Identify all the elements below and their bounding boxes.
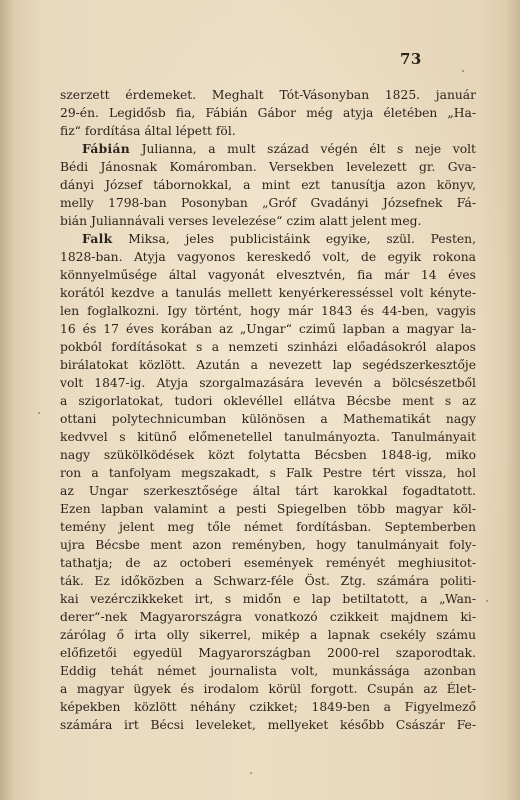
text-line: a szigorlatokat, tudori oklevéllel ellátva Bécsbe ment s az [60,394,476,408]
entry-falk-miksa [60,230,476,734]
text-line: a magyar ügyek és irodalom körül forgott. Csupán az Élet- [60,682,476,696]
text-line: 29-én. Legidősb fia, Fábián Gábor még atyja életében „Ha- [60,106,476,120]
text-line: kai vezérczikkeket irt, s midőn e lap betiltatott, a „Wan- [60,592,476,606]
text-line: 1828-ban. Atyja vagyonos kereskedő volt, de egyik rokona [60,250,476,264]
text-line: volt 1847-ig. Atyja szorgalmazására levevén a bölcsészetből [60,376,476,390]
text-line: képekben közlött néhány czikket; 1849-ben a Figyelmező [60,700,476,714]
text-line: Miksa, jeles publicistáink egyike, szül. Pesten, [128,232,476,246]
entry-first-line [60,230,476,248]
text-line: szerzett érdemeket. Meghalt Tót-Vásonyban 1825. január [60,88,476,102]
text-line: korától kezdve a tanulás mellett kenyérkeresséssel volt kényte- [60,286,476,300]
text-line: nagy szükölködések közt folytatta Bécsben 1848-ig, miko [60,448,476,462]
text-line: számára irt Bécsi leveleket, mellyeket később Császár Fe- [60,718,476,732]
text-line: Ezen lapban valamint a pesti Spiegelben több magyar köl- [60,502,476,516]
entry-first-line [60,140,476,158]
text-line: ron a tanfolyam megszakadt, s Falk Pestre tért vissza, hol [60,466,476,480]
text-line: könnyelműsége által vagyonát elvesztvén, fia már 14 éves [60,268,476,282]
text-line: dányi József tábornokkal, a mint ezt tanusítja azon könyv, [60,178,476,192]
text-line: zárólag ő irta olly sikerrel, mikép a lapnak csekély számu [60,628,476,642]
paragraph-intro-end [60,86,476,140]
text-line: előfizetői egyedül Magyarországban 2000-rel szaporodtak. [60,646,476,660]
page-edge-shadow [506,0,520,800]
paper-speck [250,772,252,774]
text-line: len foglalkozni. Igy történt, hogy már 1843 és 44-ben, vagyis [60,304,476,318]
entry-name: Falk [82,231,113,246]
page-number: 73 [400,50,422,68]
text-line: Eddig tehát német journalista volt, munkássága azonban [60,664,476,678]
text-line: Bédi Jánosnak Komáromban. Versekben levelezett gr. Gva- [60,160,476,174]
paper-speck [486,600,488,602]
text-line: ottani polytechnicumban különösen a Mathematikát nagy [60,412,476,426]
text-line: melly 1798-ban Posonyban „Gróf Gvadányi Józsefnek Fá- [60,196,476,210]
text-line: temény jelent meg tőle német fordításban. Septemberben [60,520,476,534]
entry-name: Fábián [82,141,131,156]
text-line: tathatja; de az octoberi események reményét meghiusitot- [60,556,476,570]
text-line: Julianna, a mult század végén élt s neje volt [141,142,476,156]
text-line: derer“-nek Magyarországra vonatkozó czikkeit majdnem ki- [60,610,476,624]
text-line: ták. Ez időközben a Schwarz-féle Öst. Ztg. számára politi- [60,574,476,588]
text-line: 16 és 17 éves korában az „Ungar“ czimű lapban a magyar la- [60,322,476,336]
text-line: ujra Bécsbe ment azon reményben, hogy tanulmányait foly- [60,538,476,552]
page-gutter-shadow [0,0,14,800]
paper-speck [462,70,464,72]
entry-fabian-julianna [60,140,476,230]
text-line: kedvvel s kitünő előmenetellel tanulmányozta. Tanulmányait [60,430,476,444]
text-line: az Ungar szerkesztősége által tárt karokkal fogadtatott. [60,484,476,498]
paper-speck [38,412,40,414]
text-line: birálatokat közlött. Azután a nevezett lap segédszerkesztője [60,358,476,372]
text-line: pokból fordításokat s a nemzeti szinházi előadásokról alapos [60,340,476,354]
text-line: bián Juliannávali verses levelezése“ czim alatt jelent meg. [60,214,422,228]
text-line: fiz“ fordítása által lépett föl. [60,124,236,138]
body-text [60,86,476,734]
